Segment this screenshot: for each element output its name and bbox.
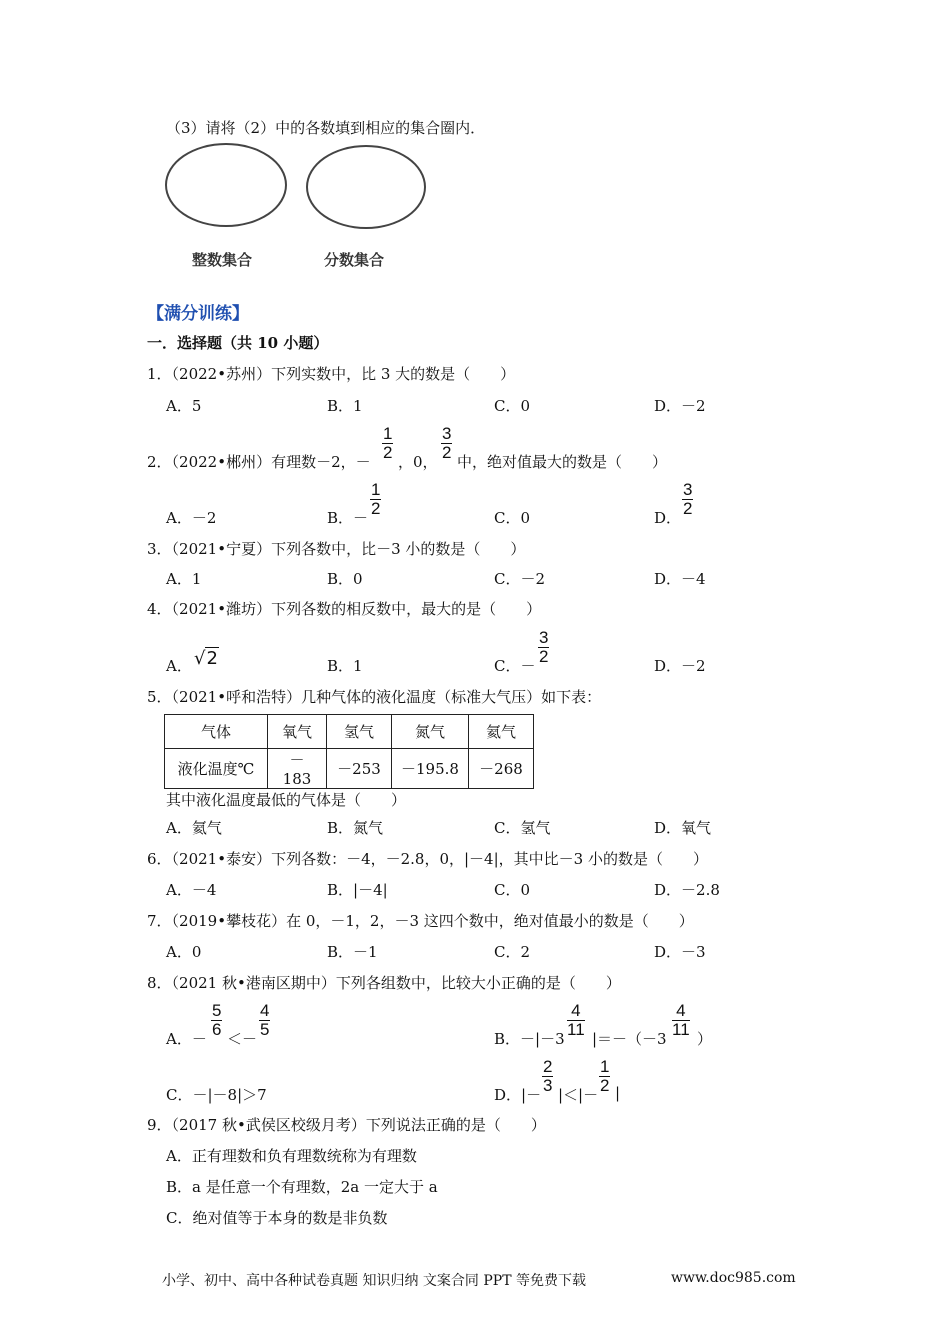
q4-stem: 4．（2021•潍坊）下列各数的相反数中，最大的是（ ） [147,600,542,618]
table-cell: －268 [469,749,534,789]
denominator: 5 [260,1020,270,1039]
table-cell: 气体 [165,715,268,749]
section-subtitle: 一．选择题（共 10 小题） [147,334,329,352]
q4-option-c: C．－ [494,657,536,675]
denominator: 2 [442,443,452,462]
sqrt-icon [194,648,219,669]
q5-option-a: A．氦气 [166,819,222,837]
q1-option-d: D．－2 [654,397,706,415]
q5-option-b: B．氮气 [327,819,384,837]
denominator: 11 [567,1020,585,1039]
q6-option-c: C．0 [494,881,531,899]
q2-option-b: B．－ [327,509,369,527]
q2-stem-mid: ，0， [398,453,438,471]
integer-set-label: 整数集合 [192,251,253,269]
q8-option-a: A．－ [166,1030,207,1048]
q3-stem: 3．（2021•宁夏）下列各数中，比－3 小的数是（ ） [147,540,526,558]
q6-option-b: B．|－4| [327,881,388,899]
section-title: 【满分训练】 [147,304,249,324]
denominator: 6 [212,1020,222,1039]
q6-option-d: D．－2.8 [654,881,720,899]
q5-tail: 其中液化温度最低的气体是（ ） [166,791,407,809]
fraction-set-circle [306,145,426,229]
q2-option-a: A．－2 [166,509,217,527]
fraction-set-label: 分数集合 [324,251,385,269]
q1-option-b: B．1 [327,397,363,415]
q8-b-end: ） [697,1030,713,1048]
q2-option-b-fraction [370,481,381,518]
q8-a-mid: ＜－ [227,1030,258,1048]
q8-b-fraction-1 [567,1002,585,1039]
footer-text: 小学、初中、高中各种试卷真题 知识归纳 文案合同 PPT 等免费下载 [162,1273,586,1289]
table-row [165,715,534,749]
q6-stem: 6．（2021•泰安）下列各数：－4，－2.8，0，|－4|，其中比－3 小的数是（ ） [147,850,708,868]
part3-instruction: （3）请将（2）中的各数填到相应的集合圈内． [166,119,486,137]
denominator: 11 [672,1020,690,1039]
sqrt-radicand: 2 [206,648,218,669]
q9-option-c: C．绝对值等于本身的数是非负数 [166,1209,388,1227]
integer-set-circle [165,143,287,227]
table-cell: 液化温度℃ [165,749,268,789]
numerator: 4 [567,1002,585,1021]
q5-option-d: D．氧气 [654,819,712,837]
denominator: 2 [371,499,381,518]
denominator: 2 [383,443,393,462]
q9-option-a: A．正有理数和负有理数统称为有理数 [166,1147,417,1165]
numerator: 5 [212,1001,222,1020]
numerator: 1 [371,480,381,499]
table-cell: －195.8 [392,749,469,789]
q5-stem: 5．（2021•呼和浩特）几种气体的液化温度（标准大气压）如下表： [147,688,602,706]
q2-fraction-1 [382,425,393,462]
table-cell: 氢气 [327,715,392,749]
q8-a-fraction-2 [259,1002,270,1039]
q7-option-b: B．－1 [327,943,378,961]
q4-option-d: D．－2 [654,657,706,675]
table-cell: 氦气 [469,715,534,749]
table-cell: 氮气 [392,715,469,749]
footer-link[interactable]: www.doc985.com [671,1270,796,1286]
q1-option-a: A．5 [166,397,202,415]
sqrt-sign: √ [194,648,206,669]
q8-a-fraction-1 [211,1002,222,1039]
numerator: 2 [543,1057,553,1076]
gas-temperature-table [164,714,534,789]
denominator: 2 [683,499,693,518]
q8-b-mid: |＝－（－3 [592,1030,667,1048]
q4-option-c-fraction [538,629,549,666]
q8-d-fraction-2 [599,1058,610,1095]
numerator: 1 [600,1057,610,1076]
q8-d-fraction-1 [542,1058,553,1095]
q8-d-end: | [615,1084,621,1102]
q8-option-c: C．－|－8|＞7 [166,1086,267,1104]
q6-option-a: A．－4 [166,881,217,899]
q3-option-c: C．－2 [494,570,546,588]
q3-option-a: A．1 [166,570,202,588]
q7-option-d: D．－3 [654,943,706,961]
numerator: 3 [442,424,452,443]
numerator: 4 [260,1001,270,1020]
q7-option-c: C．2 [494,943,531,961]
q2-option-d: D． [654,509,682,527]
q2-stem-post: 中，绝对值最大的数是（ ） [457,453,668,471]
q8-d-mid: |＜|－ [558,1086,599,1104]
table-cell: 氧气 [268,715,327,749]
q9-stem: 9．（2017 秋•武侯区校级月考）下列说法正确的是（ ） [147,1116,546,1134]
numerator: 3 [539,628,549,647]
q2-option-c: C．0 [494,509,531,527]
numerator: 1 [383,424,393,443]
q7-option-a: A．0 [166,943,202,961]
q4-option-a: A． [166,657,192,675]
q7-stem: 7．（2019•攀枝花）在 0，－1，2，－3 这四个数中，绝对值最小的数是（ ） [147,912,694,930]
q8-b-fraction-2 [672,1002,690,1039]
table-cell: －183 [268,749,327,789]
q5-option-c: C．氢气 [494,819,551,837]
q8-stem: 8．（2021 秋•港南区期中）下列各组数中，比较大小正确的是（ ） [147,974,621,992]
denominator: 2 [539,647,549,666]
q8-option-d: D．|－ [494,1086,542,1104]
q8-option-b: B．－|－3 [494,1030,565,1048]
q2-stem-pre: 2．（2022•郴州）有理数－2，－ [147,453,371,471]
numerator: 3 [683,480,693,499]
q2-fraction-2 [441,425,452,462]
table-cell: －253 [327,749,392,789]
table-row [165,749,534,789]
q3-option-b: B．0 [327,570,363,588]
denominator: 2 [600,1076,610,1095]
q3-option-d: D．－4 [654,570,706,588]
q1-stem: 1．（2022•苏州）下列实数中，比 3 大的数是（ ） [147,365,516,383]
q9-option-b: B．a 是任意一个有理数，2a 一定大于 a [166,1178,438,1196]
q2-option-d-fraction [682,481,693,518]
numerator: 4 [672,1002,690,1021]
q4-option-b: B．1 [327,657,363,675]
q1-option-c: C．0 [494,397,531,415]
denominator: 3 [543,1076,553,1095]
